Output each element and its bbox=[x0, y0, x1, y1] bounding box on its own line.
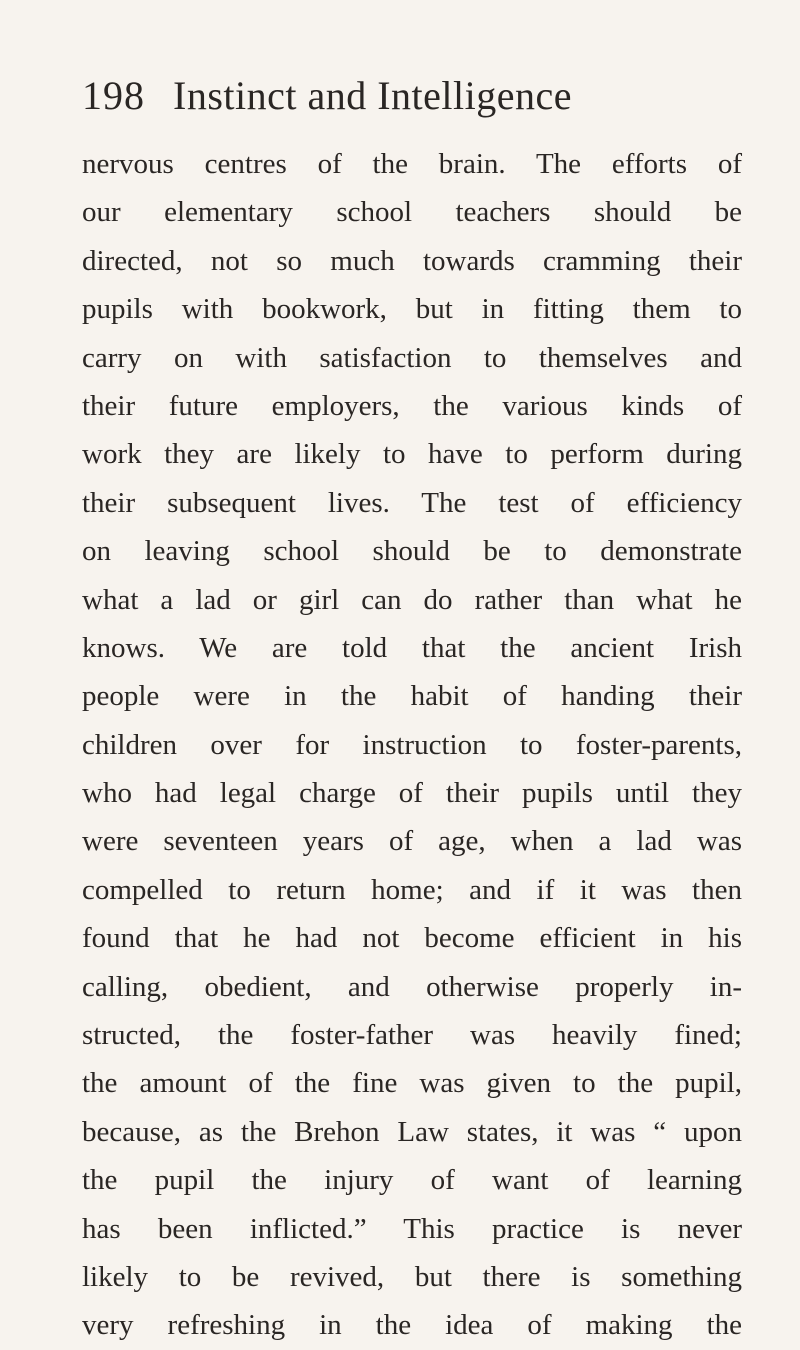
text-line: carry on with satisfaction to themselves and bbox=[82, 341, 742, 374]
text-line: very refreshing in the idea of making the bbox=[82, 1309, 742, 1342]
text-line: what a lad or girl can do rather than what he bbox=[82, 583, 742, 616]
page-number: 198 bbox=[82, 73, 145, 118]
text-line: calling, obedient, and otherwise properly in- bbox=[82, 970, 742, 1003]
text-line: has been inflicted.” This practice is never bbox=[82, 1212, 742, 1245]
text-line: on leaving school should be to demonstrate bbox=[82, 535, 742, 568]
text-line: their subsequent lives. The test of efficiency bbox=[82, 486, 742, 519]
text-line: compelled to return home; and if it was then bbox=[82, 873, 742, 906]
text-line: the pupil the injury of want of learning bbox=[82, 1164, 742, 1197]
text-line: directed, not so much towards cramming their bbox=[82, 244, 742, 277]
text-line: found that he had not become efficient in his bbox=[82, 922, 742, 955]
text-line: likely to be revived, but there is something bbox=[82, 1260, 742, 1293]
text-line: our elementary school teachers should be bbox=[82, 196, 742, 229]
text-line: work they are likely to have to perform during bbox=[82, 438, 742, 471]
body-text bbox=[82, 140, 742, 1350]
text-line: people were in the habit of handing their bbox=[82, 680, 742, 713]
text-line: nervous centres of the brain. The efforts of bbox=[82, 148, 742, 180]
text-line: who had legal charge of their pupils until they bbox=[82, 777, 742, 810]
running-title: Instinct and Intelligence bbox=[173, 73, 573, 118]
text-line: their future employers, the various kinds of bbox=[82, 389, 742, 422]
text-line: children over for instruction to foster-parents, bbox=[82, 728, 742, 761]
text-line: because, as the Brehon Law states, it was “ upon bbox=[82, 1115, 742, 1148]
page-header bbox=[82, 72, 572, 132]
text-line: structed, the foster-father was heavily fined; bbox=[82, 1019, 742, 1052]
text-line: knows. We are told that the ancient Irish bbox=[82, 631, 742, 664]
text-line: the amount of the fine was given to the pupil, bbox=[82, 1067, 742, 1100]
text-line: were seventeen years of age, when a lad was bbox=[82, 825, 742, 858]
text-line: pupils with bookwork, but in fitting them to bbox=[82, 293, 742, 326]
